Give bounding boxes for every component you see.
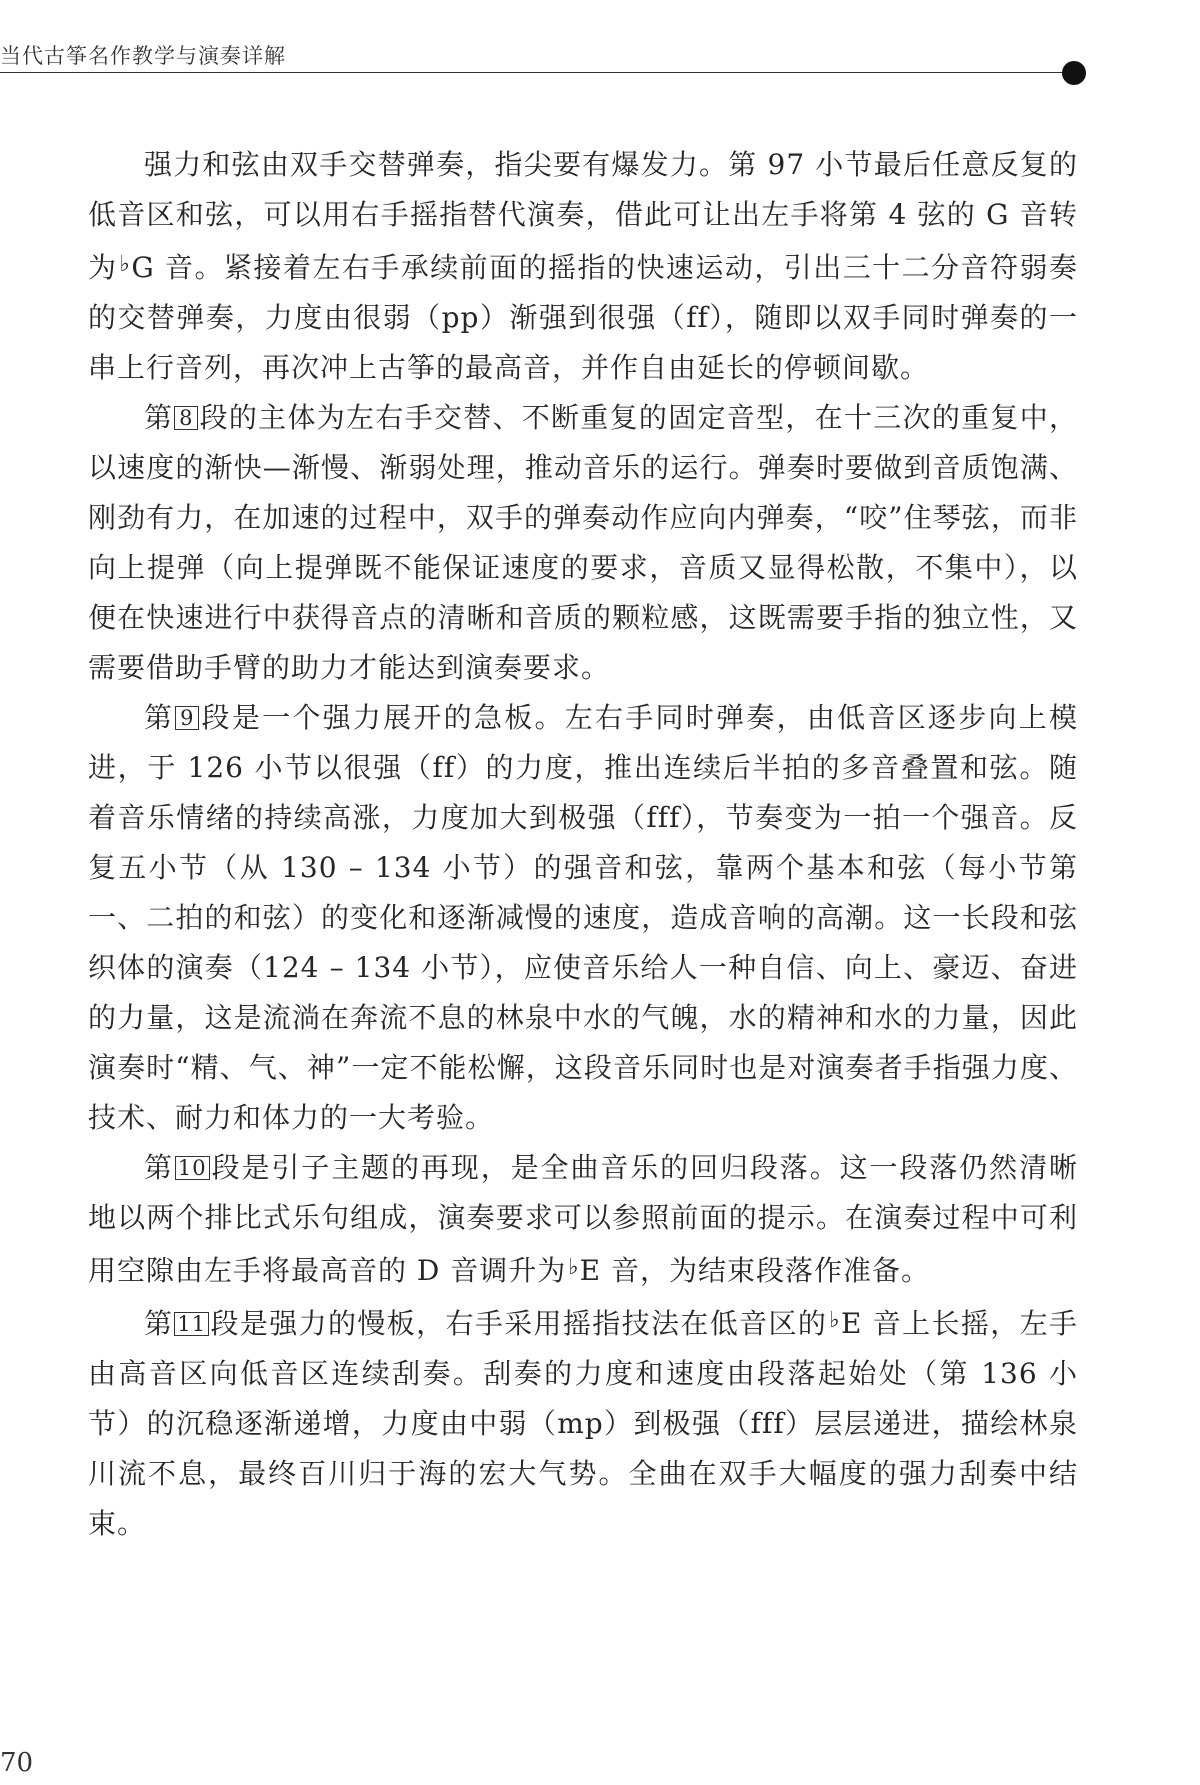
body-text [88,140,1078,1549]
paragraph-3-text: 段是一个强力展开的急板。左右手同时弹奏，由低音区逐步向上模进，于 126 小节以很强（ff）的力度，推出连续后半拍的多音叠置和弦。随着音乐情绪的持续高涨，力度加大到极强（fff），节奏变为一拍一个强音。反复五小节（从 130 – 134 小节）的强音和弦，靠两个基本和弦（每小节第一、二拍的和弦）的变化和逐渐减慢的速度，造成音响的高潮。这一长段和弦织体的演奏（124 – 134 小节），应使音乐给人一种自信、向上、豪迈、奋进的力量，这是流淌在奔流不息的林泉中水的气魄，水的精神和水的力量，因此演奏时“精、气、神”一定不能松懈，这段音乐同时也是对演奏者手指强力度、技术、耐力和体力的一大考验。 [88,701,1078,1134]
section-number-box: 9 [175,706,199,730]
paragraph-4-prefix: 第 [144,1151,174,1184]
paragraph-1-text-a: 强力和弦由双手交替弹奏，指尖要有爆发力。第 97 小节最后任意反复的低音区和弦，可以用右手摇指替代演奏，借此可让出左手将第 4 弦的 G 音转为 [88,148,1078,284]
paragraph-1-text-b: G 音。紧接着左右手承续前面的摇指的快速运动，引出三十二分音符弱奏的交替弹奏，力度由很弱（pp）渐强到很强（ff），随即以双手同时弹奏的一串上行音列，再次冲上古筝的最高音，并作自由延长的停顿间歇。 [88,251,1078,384]
paragraph-4-text-a: 段是引子主题的再现，是全曲音乐的回归段落。这一段落仍然清晰地以两个排比式乐句组成，演奏要求可以参照前面的提示。在演奏过程中可利用空隙由左手将最高音的 D 音调升为 [88,1151,1078,1287]
section-number-box: 11 [174,1312,209,1336]
header-bullet-dot [1062,61,1086,85]
flat-sign-icon: ♭ [119,252,132,277]
header-rule [0,72,1078,73]
paragraph-5-prefix: 第 [144,1307,174,1340]
paragraph-2-text: 段的主体为左右手交替、不断重复的固定音型，在十三次的重复中，以速度的渐快—渐慢、渐弱处理，推动音乐的运行。弹奏时要做到音质饱满、刚劲有力，在加速的过程中，双手的弹奏动作应向内弹奏，“咬”住琴弦，而非向上提弹（向上提弹既不能保证速度的要求，音质又显得松散，不集中），以便在快速进行中获得音点的清晰和音质的颗粒感，这既需要手指的独立性，又需要借助手臂的助力才能达到演奏要求。 [88,401,1078,684]
running-header: 当代古筝名作教学与演奏详解 [0,44,286,68]
paragraph-5-text-b: E 音上长摇，左手由高音区向低音区连续刮奏。刮奏的力度和速度由段落起始处（第 136 小节）的沉稳逐渐递增，力度由中弱（mp）到极强（fff）层层递进，描绘林泉川流不息，最终百川归于海的宏大气势。全曲在双手大幅度的强力刮奏中结束。 [88,1307,1078,1540]
paragraph-5 [88,1296,1078,1549]
paragraph-3-prefix: 第 [144,701,175,734]
paragraph-4 [88,1143,1078,1296]
paragraph-4-text-b: E 音，为结束段落作准备。 [579,1254,930,1287]
paragraph-2-prefix: 第 [144,401,174,434]
section-number-box: 10 [175,1156,210,1180]
flat-sign-icon: ♭ [829,1308,842,1333]
section-number-box: 8 [174,406,198,430]
paragraph-2 [88,393,1078,693]
flat-sign-icon: ♭ [568,1255,580,1280]
paragraph-1 [88,140,1078,393]
paragraph-3 [88,693,1078,1143]
paragraph-5-text-a: 段是强力的慢板，右手采用摇指技法在低音区的 [210,1307,828,1340]
page-number: 70 [0,1748,34,1778]
